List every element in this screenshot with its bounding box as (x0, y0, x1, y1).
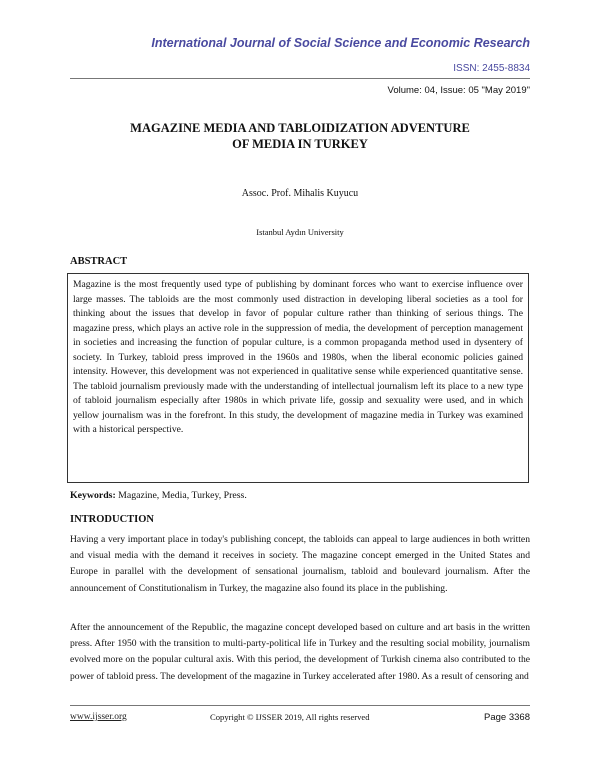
copyright: Copyright © IJSSER 2019, All rights reserved (210, 712, 370, 722)
intro-paragraph-1: Having a very important place in today's publishing concept, the tabloids can appeal to large audiences in both written and visual media with the demand it receives in society. The magazine concept emerged in the United States and Europe in parallel with the development of sensational journalism, tabloid and boulevard journalism. After the announcement of Constitutionalism in Turkey, the magazine also found its place in the publishing. (70, 534, 530, 594)
author: Assoc. Prof. Mihalis Kuyucu (241, 188, 359, 199)
paper-title-line-1: MAGAZINE MEDIA AND TABLOIDIZATION ADVENTURE (130, 121, 470, 135)
paper-title-line-2: OF MEDIA IN TURKEY (232, 137, 368, 151)
abstract-heading: ABSTRACT (70, 256, 128, 267)
affiliation: Istanbul Aydın University (256, 227, 344, 237)
abstract-box (67, 273, 529, 483)
paper-title (70, 120, 530, 152)
keywords (70, 490, 247, 501)
abstract-text: Magazine is the most frequently used type of publishing by dominant forces who want to exercise influence over large masses. The tabloids are the most commonly used distraction in developing liberal societies as a tool for thinking about the issues that develop in favor of popular culture rather than thinking of serious things. The magazine press, which plays an active role in the suppression of media, the development of perception management in societies and increasing the function of popular culture, is a common propaganda method used in dysentery of society. In Turkey, tabloid press improved in the 1960s and 1980s, when the liberal economic policies gained intensity. However, this development was not experienced in qualitative sense while experienced quantitative sense. The tabloid journalism previously made with the understanding of intellectual journalism left its place to a new type of tabloid journalism especially after 1980s in which private life, gossip and sexuality were used, and in which yellow journalism was in the forefront. In this study, the development of magazine media in Turkey was examined with a historical perspective. (73, 279, 523, 435)
volume-issue: Volume: 04, Issue: 05 "May 2019" (387, 85, 530, 96)
introduction-heading: INTRODUCTION (70, 514, 155, 525)
page-number: Page 3368 (484, 712, 530, 723)
keywords-label: Keywords: (70, 490, 116, 501)
keywords-value: Magazine, Media, Turkey, Press. (118, 490, 247, 501)
website-link[interactable]: www.ijsser.org (70, 712, 127, 722)
footer-divider (70, 705, 530, 706)
journal-title: International Journal of Social Science and Economic Research (151, 36, 530, 50)
header-divider (70, 78, 530, 79)
issn: ISSN: 2455-8834 (453, 63, 530, 74)
intro-paragraph-2: After the announcement of the Republic, the magazine concept developed based on culture and art basis in the written press. After 1950 with the transition to multi-party-political life in Turkey and the resulting social mobility, journalism evolved more on the popular cultural axis. With this period, the development of Turkish cinema also contributed to the power of tabloid press. The development of the magazine in Turkey accelerated after 1980. As a result of censoring and (70, 622, 530, 682)
